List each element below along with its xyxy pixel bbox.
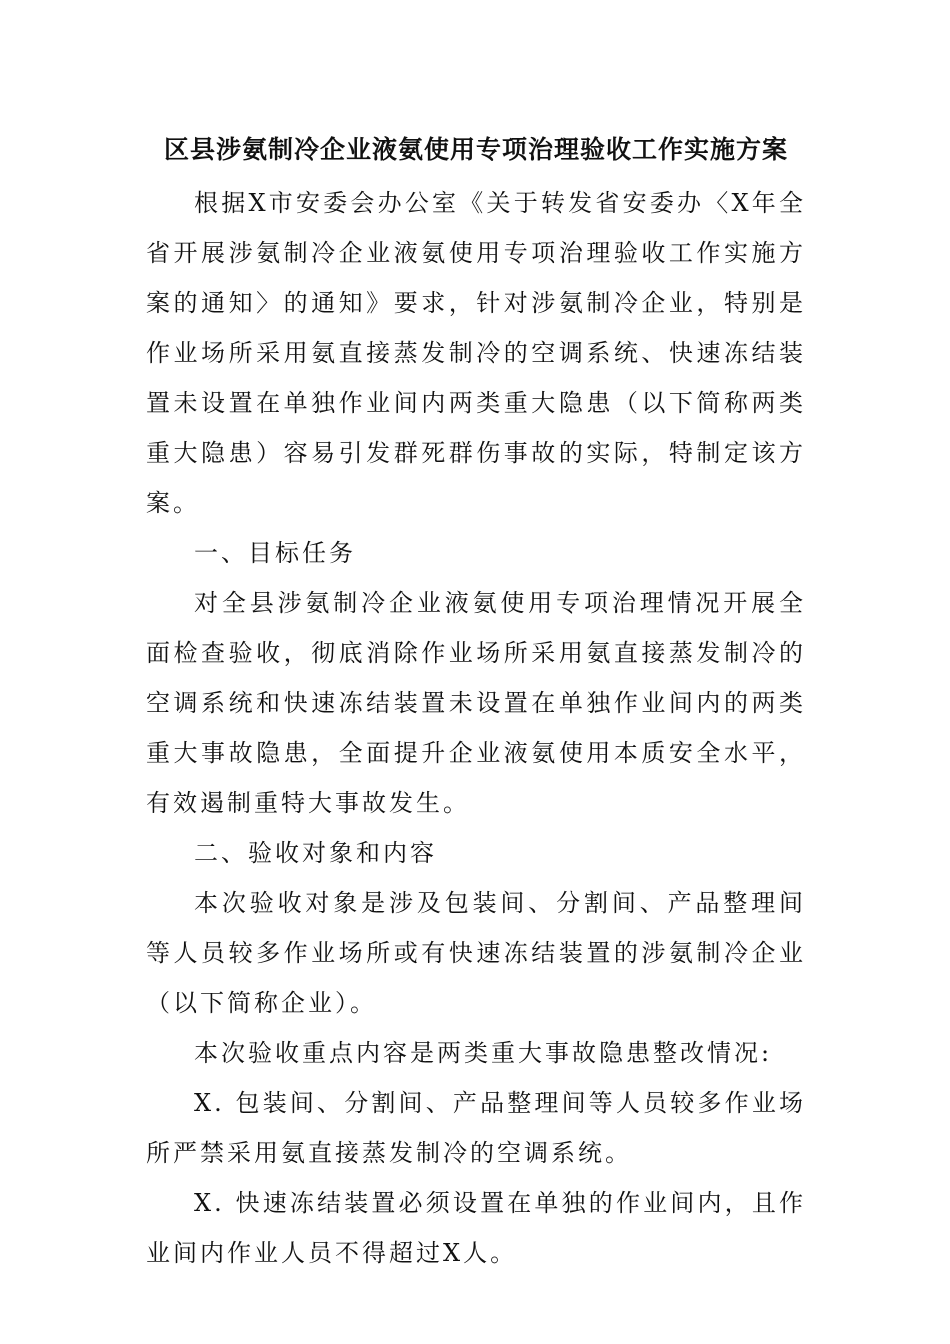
section-heading-scope: 二、验收对象和内容 — [194, 839, 437, 867]
intro-paragraph: 根据X市安委会办公室《关于转发省安委办〈X年全省开展涉氨制冷企业液氨使用专项治理验收工作实施方案的通知〉的通知》要求，针对涉氨制冷企业，特别是作业场所采用氨直接蒸发制冷的空调系统、快速冻结装置未设置在单独作业间内两类重大隐患（以下简称两类重大隐患）容易引发群死群伤事故的实际，特制定该方案。 — [146, 189, 806, 517]
list-item-quick-freeze: X. 快速冻结装置必须设置在单独的作业间内，且作业间内作业人员不得超过X人。 — [146, 1189, 806, 1267]
list-item-packaging-rooms: X. 包装间、分割间、产品整理间等人员较多作业场所严禁采用氨直接蒸发制冷的空调系统。 — [146, 1089, 806, 1167]
key-content-paragraph: 本次验收重点内容是两类重大事故隐患整改情况: — [194, 1039, 773, 1067]
objectives-paragraph: 对全县涉氨制冷企业液氨使用专项治理情况开展全面检查验收，彻底消除作业场所采用氨直接蒸发制冷的空调系统和快速冻结装置未设置在单独作业间内的两类重大事故隐患，全面提升企业液氨使用本质安全水平，有效遏制重特大事故发生。 — [146, 589, 806, 817]
section-heading-objectives: 一、目标任务 — [194, 539, 356, 567]
document-title: 区县涉氨制冷企业液氨使用专项治理验收工作实施方案 — [163, 135, 788, 164]
scope-paragraph: 本次验收对象是涉及包装间、分割间、产品整理间等人员较多作业场所或有快速冻结装置的涉氨制冷企业（以下简称企业）。 — [146, 889, 806, 1017]
